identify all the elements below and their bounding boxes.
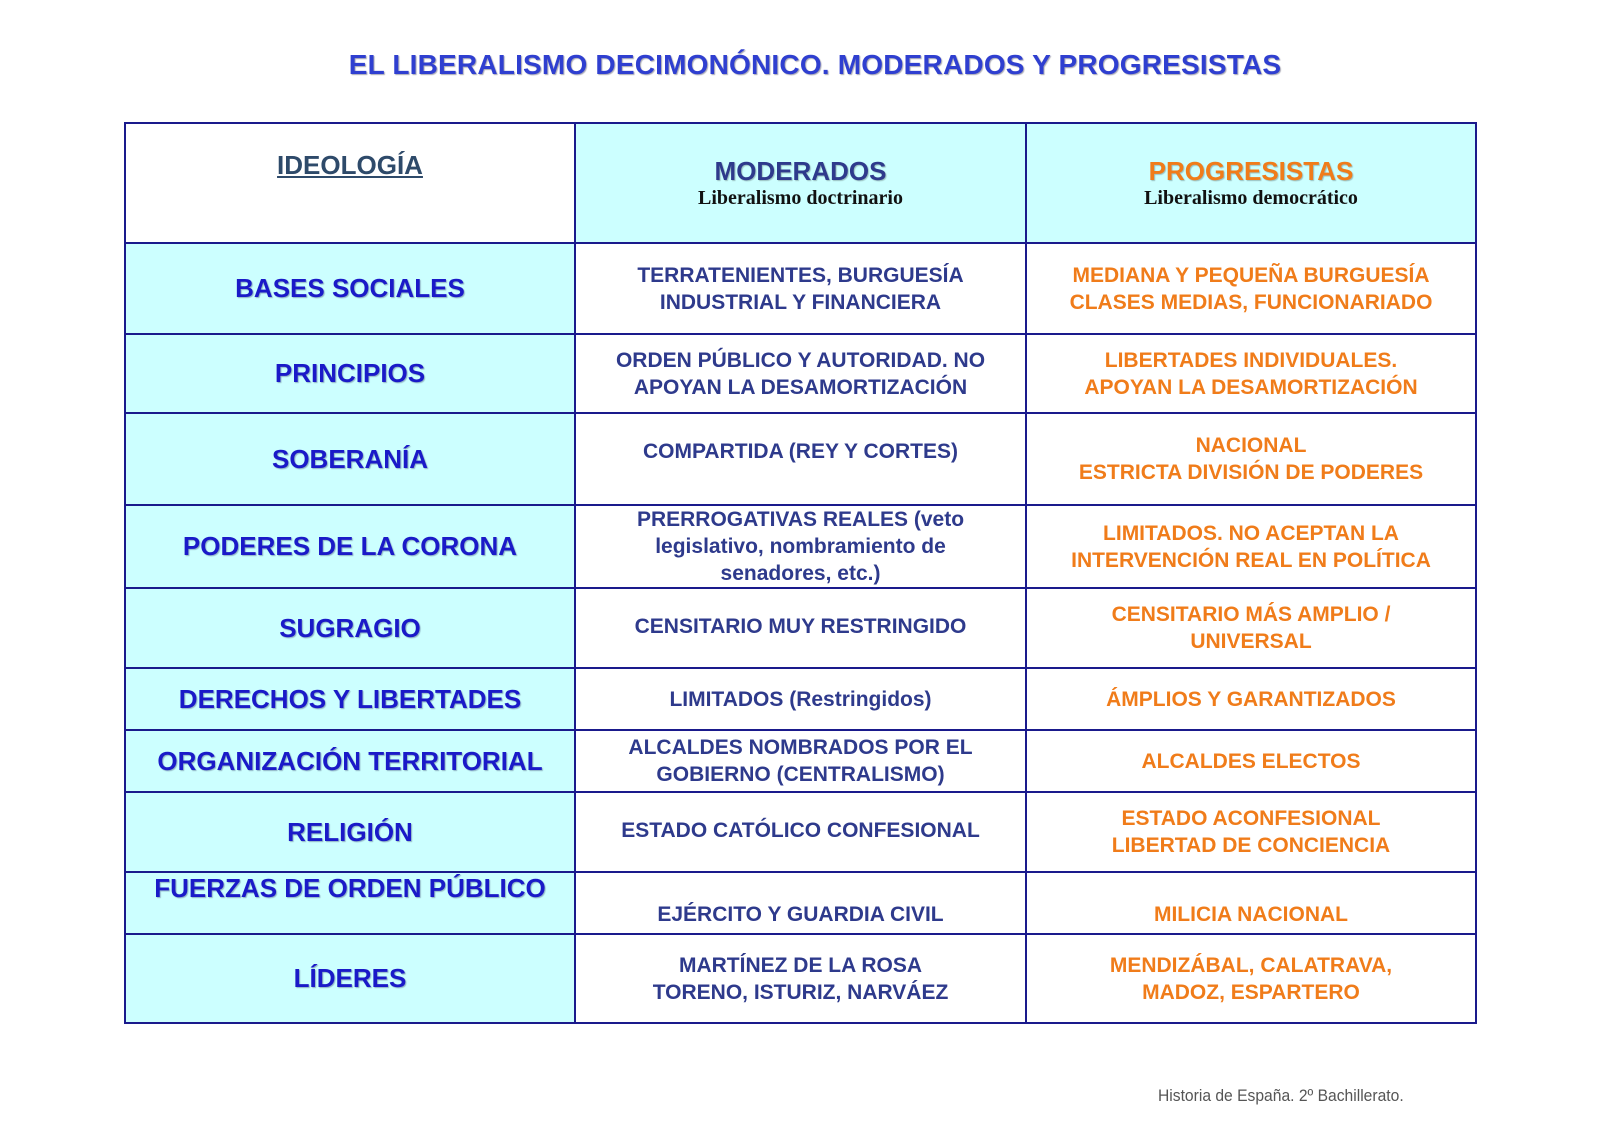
moderados-cell: CENSITARIO MUY RESTRINGIDO — [575, 588, 1026, 668]
row-category: PODERES DE LA CORONA — [125, 505, 575, 588]
moderados-cell: LIMITADOS (Restringidos) — [575, 668, 1026, 730]
row-category: LÍDERES — [125, 934, 575, 1023]
moderados-cell: COMPARTIDA (REY Y CORTES) — [575, 413, 1026, 505]
progresistas-cell: ALCALDES ELECTOS — [1026, 730, 1476, 792]
progresistas-cell: LIMITADOS. NO ACEPTAN LA INTERVENCIÓN REAL EN POLÍTICA — [1026, 505, 1476, 588]
table-row — [125, 334, 1476, 413]
progresistas-cell: MENDIZÁBAL, CALATRAVA, MADOZ, ESPARTERO — [1026, 934, 1476, 1023]
progresistas-cell: MEDIANA Y PEQUEÑA BURGUESÍA CLASES MEDIAS, FUNCIONARIADO — [1026, 243, 1476, 334]
progresistas-title: PROGRESISTAS — [1148, 156, 1354, 186]
row-category: BASES SOCIALES — [125, 243, 575, 334]
comparison-table — [124, 122, 1477, 1024]
progresistas-cell: LIBERTADES INDIVIDUALES. APOYAN LA DESAMORTIZACIÓN — [1026, 334, 1476, 413]
row-category: DERECHOS Y LIBERTADES — [125, 668, 575, 730]
moderados-title: MODERADOS — [714, 156, 887, 186]
row-category: RELIGIÓN — [125, 792, 575, 872]
row-category: PRINCIPIOS — [125, 334, 575, 413]
table-row — [125, 413, 1476, 505]
row-category: ORGANIZACIÓN TERRITORIAL — [125, 730, 575, 792]
ideology-header: IDEOLOGÍA — [125, 123, 575, 243]
moderados-subtitle: Liberalismo doctrinario — [698, 187, 903, 209]
table-row — [125, 872, 1476, 934]
moderados-cell: ESTADO CATÓLICO CONFESIONAL — [575, 792, 1026, 872]
moderados-cell: MARTÍNEZ DE LA ROSA TORENO, ISTURIZ, NARVÁEZ — [575, 934, 1026, 1023]
moderados-cell: ORDEN PÚBLICO Y AUTORIDAD. NO APOYAN LA DESAMORTIZACIÓN — [575, 334, 1026, 413]
table-row — [125, 588, 1476, 668]
progresistas-cell: NACIONAL ESTRICTA DIVISIÓN DE PODERES — [1026, 413, 1476, 505]
table-row — [125, 243, 1476, 334]
page-title: EL LIBERALISMO DECIMONÓNICO. MODERADOS Y PROGRESISTAS — [348, 49, 1282, 80]
progresistas-cell: ÁMPLIOS Y GARANTIZADOS — [1026, 668, 1476, 730]
progresistas-cell: CENSITARIO MÁS AMPLIO / UNIVERSAL — [1026, 588, 1476, 668]
table-row — [125, 505, 1476, 588]
row-category: SUGRAGIO — [125, 588, 575, 668]
table-header-row — [125, 123, 1476, 243]
table-row — [125, 668, 1476, 730]
moderados-header — [575, 123, 1026, 243]
moderados-cell: ALCALDES NOMBRADOS POR EL GOBIERNO (CENTRALISMO) — [575, 730, 1026, 792]
footer-note: Historia de España. 2º Bachillerato. — [1158, 1086, 1404, 1105]
progresistas-cell: ESTADO ACONFESIONAL LIBERTAD DE CONCIENCIA — [1026, 792, 1476, 872]
moderados-cell: PRERROGATIVAS REALES (veto legislativo, nombramiento de senadores, etc.) — [575, 505, 1026, 588]
progresistas-header — [1026, 123, 1476, 243]
progresistas-cell: MILICIA NACIONAL — [1026, 872, 1476, 934]
moderados-cell: EJÉRCITO Y GUARDIA CIVIL — [575, 872, 1026, 934]
table-row — [125, 792, 1476, 872]
row-category: SOBERANÍA — [125, 413, 575, 505]
table-row — [125, 730, 1476, 792]
table-row — [125, 934, 1476, 1023]
progresistas-subtitle: Liberalismo democrático — [1144, 187, 1358, 209]
moderados-cell: TERRATENIENTES, BURGUESÍA INDUSTRIAL Y FINANCIERA — [575, 243, 1026, 334]
row-category: FUERZAS DE ORDEN PÚBLICO — [125, 872, 575, 934]
